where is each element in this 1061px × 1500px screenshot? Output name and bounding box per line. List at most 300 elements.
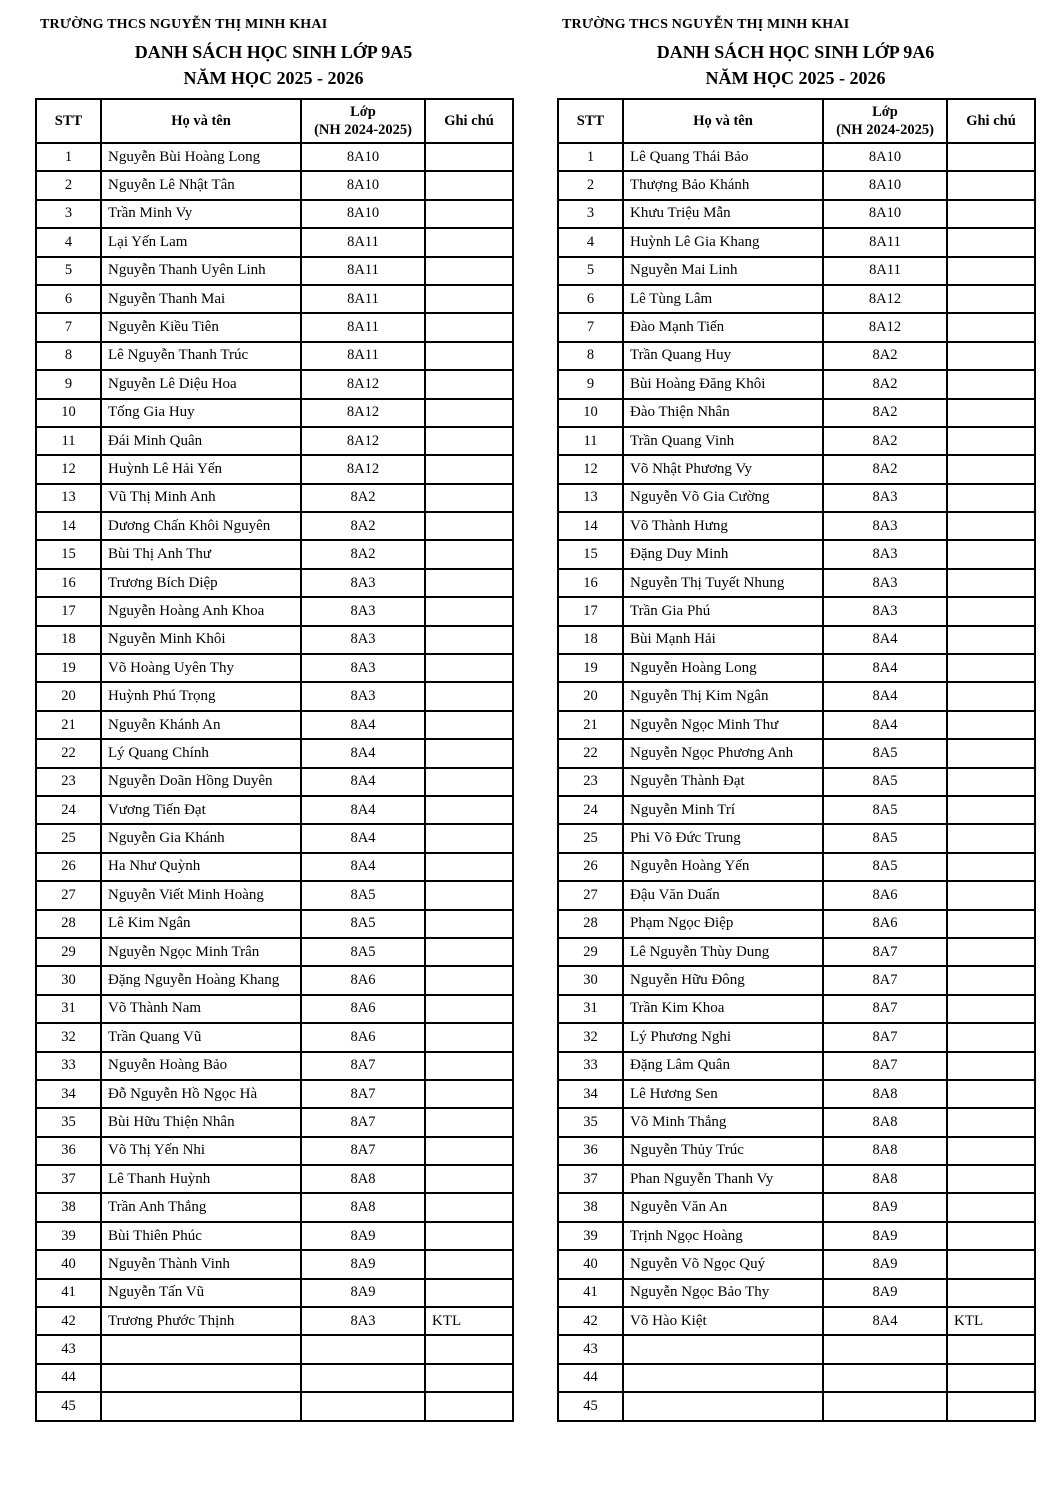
cell-class: 8A7	[823, 938, 947, 966]
cell-stt: 36	[36, 1137, 101, 1165]
cell-note	[947, 1335, 1035, 1363]
cell-class	[823, 1392, 947, 1420]
cell-note	[425, 597, 513, 625]
cell-class: 8A8	[823, 1137, 947, 1165]
cell-note	[947, 342, 1035, 370]
cell-class: 8A12	[823, 313, 947, 341]
cell-class: 8A3	[823, 569, 947, 597]
cell-note	[947, 1222, 1035, 1250]
cell-note	[947, 597, 1035, 625]
col-header-class-line2: (NH 2024-2025)	[836, 122, 934, 138]
cell-note	[425, 285, 513, 313]
table-row	[558, 228, 1035, 256]
table-row	[36, 370, 513, 398]
col-header-class-line2: (NH 2024-2025)	[314, 122, 412, 138]
cell-note	[425, 1052, 513, 1080]
cell-note	[425, 512, 513, 540]
cell-name: Thượng Bảo Khánh	[623, 171, 823, 199]
school-year: NĂM HỌC 2025 - 2026	[183, 68, 364, 88]
cell-stt: 5	[558, 257, 623, 285]
cell-note	[947, 796, 1035, 824]
cell-name: Vương Tiến Đạt	[101, 796, 301, 824]
cell-note	[425, 1193, 513, 1221]
table-row	[36, 285, 513, 313]
cell-stt: 8	[36, 342, 101, 370]
table-row	[558, 853, 1035, 881]
cell-note	[947, 370, 1035, 398]
cell-name: Ha Như Quỳnh	[101, 853, 301, 881]
cell-note	[947, 1193, 1035, 1221]
cell-class: 8A11	[301, 313, 425, 341]
table-row	[558, 626, 1035, 654]
cell-name: Lê Quang Thái Bảo	[623, 143, 823, 171]
cell-stt: 24	[36, 796, 101, 824]
cell-class: 8A7	[823, 995, 947, 1023]
table-row	[558, 1193, 1035, 1221]
cell-note	[947, 1023, 1035, 1051]
cell-note	[947, 1392, 1035, 1420]
cell-stt: 21	[36, 711, 101, 739]
cell-class: 8A5	[823, 853, 947, 881]
table-row	[36, 200, 513, 228]
cell-class: 8A5	[301, 938, 425, 966]
cell-name: Nguyễn Viết Minh Hoàng	[101, 881, 301, 909]
cell-class: 8A4	[301, 824, 425, 852]
cell-name	[623, 1392, 823, 1420]
table-row	[558, 1080, 1035, 1108]
cell-stt: 16	[558, 569, 623, 597]
table-row	[558, 938, 1035, 966]
table-row	[558, 711, 1035, 739]
cell-note	[947, 228, 1035, 256]
cell-note	[425, 569, 513, 597]
cell-name	[101, 1335, 301, 1363]
cell-class: 8A4	[823, 654, 947, 682]
cell-stt: 20	[36, 682, 101, 710]
cell-name: Nguyễn Lê Diệu Hoa	[101, 370, 301, 398]
table-row	[36, 1392, 513, 1420]
cell-stt: 1	[36, 143, 101, 171]
cell-name: Nguyễn Bùi Hoàng Long	[101, 143, 301, 171]
cell-note	[425, 768, 513, 796]
cell-name: Nguyễn Doãn Hồng Duyên	[101, 768, 301, 796]
cell-class: 8A4	[823, 711, 947, 739]
list-title-9a5: DANH SÁCH HỌC SINH LỚP 9A5	[134, 42, 413, 62]
cell-note	[425, 995, 513, 1023]
cell-class: 8A8	[823, 1080, 947, 1108]
cell-stt: 35	[36, 1108, 101, 1136]
table-row	[558, 768, 1035, 796]
table-row	[36, 143, 513, 171]
school-year: NĂM HỌC 2025 - 2026	[705, 68, 886, 88]
table-row	[36, 399, 513, 427]
cell-stt: 30	[558, 966, 623, 994]
cell-note	[425, 1335, 513, 1363]
cell-name: Võ Hào Kiệt	[623, 1307, 823, 1335]
cell-note	[425, 313, 513, 341]
table-row	[36, 938, 513, 966]
cell-class: 8A10	[301, 143, 425, 171]
cell-name: Đậu Văn Duẩn	[623, 881, 823, 909]
cell-class: 8A2	[823, 427, 947, 455]
cell-class: 8A12	[301, 427, 425, 455]
cell-class: 8A8	[823, 1165, 947, 1193]
cell-note	[947, 711, 1035, 739]
cell-stt: 25	[36, 824, 101, 852]
table-row	[36, 484, 513, 512]
cell-name: Lê Nguyễn Thùy Dung	[623, 938, 823, 966]
cell-note	[425, 910, 513, 938]
cell-note	[425, 257, 513, 285]
cell-stt: 5	[36, 257, 101, 285]
cell-stt: 39	[558, 1222, 623, 1250]
cell-stt: 29	[36, 938, 101, 966]
cell-class: 8A3	[823, 512, 947, 540]
table-row	[36, 1279, 513, 1307]
cell-name: Nguyễn Minh Trí	[623, 796, 823, 824]
col-header-class-line1: Lớp	[872, 103, 898, 120]
table-row	[36, 1335, 513, 1363]
cell-stt: 44	[558, 1364, 623, 1392]
cell-class: 8A9	[301, 1279, 425, 1307]
cell-name	[101, 1392, 301, 1420]
cell-name	[623, 1364, 823, 1392]
cell-name: Võ Thành Hưng	[623, 512, 823, 540]
cell-stt: 23	[558, 768, 623, 796]
cell-stt: 26	[558, 853, 623, 881]
table-row	[558, 143, 1035, 171]
table-row	[36, 257, 513, 285]
cell-note	[425, 938, 513, 966]
cell-note	[425, 881, 513, 909]
cell-class: 8A7	[823, 1052, 947, 1080]
cell-class: 8A7	[301, 1108, 425, 1136]
cell-stt: 32	[558, 1023, 623, 1051]
table-row	[558, 1279, 1035, 1307]
table-row	[558, 739, 1035, 767]
cell-note	[425, 455, 513, 483]
cell-stt: 31	[558, 995, 623, 1023]
table-row	[558, 1108, 1035, 1136]
cell-note	[425, 171, 513, 199]
table-row	[558, 910, 1035, 938]
cell-stt: 10	[36, 399, 101, 427]
cell-note	[947, 768, 1035, 796]
cell-note	[947, 682, 1035, 710]
cell-stt: 18	[36, 626, 101, 654]
cell-class: 8A9	[301, 1250, 425, 1278]
cell-stt: 9	[558, 370, 623, 398]
table-row	[36, 682, 513, 710]
cell-name: Trịnh Ngọc Hoàng	[623, 1222, 823, 1250]
table-row	[558, 342, 1035, 370]
col-header-name: Họ và tên	[623, 99, 823, 143]
cell-class	[823, 1335, 947, 1363]
cell-stt: 32	[36, 1023, 101, 1051]
cell-note	[425, 200, 513, 228]
cell-class: 8A2	[823, 342, 947, 370]
cell-name: Bùi Hoàng Đăng Khôi	[623, 370, 823, 398]
table-row	[558, 1307, 1035, 1335]
cell-note	[425, 370, 513, 398]
cell-stt: 13	[36, 484, 101, 512]
cell-stt: 21	[558, 711, 623, 739]
cell-stt: 38	[36, 1193, 101, 1221]
table-row	[36, 171, 513, 199]
cell-note	[947, 427, 1035, 455]
cell-name: Đặng Nguyễn Hoàng Khang	[101, 966, 301, 994]
cell-stt: 6	[36, 285, 101, 313]
cell-note	[425, 853, 513, 881]
cell-name: Nguyễn Văn An	[623, 1193, 823, 1221]
cell-name: Khưu Triệu Mẫn	[623, 200, 823, 228]
cell-name: Nguyễn Ngọc Bảo Thy	[623, 1279, 823, 1307]
cell-stt: 14	[558, 512, 623, 540]
header-row	[558, 99, 1035, 143]
cell-name: Nguyễn Hoàng Anh Khoa	[101, 597, 301, 625]
cell-note	[425, 1108, 513, 1136]
cell-note	[425, 654, 513, 682]
cell-name: Trần Gia Phú	[623, 597, 823, 625]
cell-class: 8A11	[301, 342, 425, 370]
cell-class: 8A10	[823, 200, 947, 228]
table-row	[36, 1165, 513, 1193]
table-row	[36, 1108, 513, 1136]
cell-name: Nguyễn Võ Gia Cường	[623, 484, 823, 512]
cell-note	[425, 1250, 513, 1278]
cell-class: 8A2	[301, 540, 425, 568]
cell-name: Lê Hương Sen	[623, 1080, 823, 1108]
cell-name: Lý Phương Nghi	[623, 1023, 823, 1051]
cell-class: 8A5	[823, 768, 947, 796]
cell-note	[425, 228, 513, 256]
cell-class: 8A9	[301, 1222, 425, 1250]
cell-class: 8A8	[301, 1165, 425, 1193]
cell-name: Nguyễn Ngọc Minh Thư	[623, 711, 823, 739]
table-row	[558, 824, 1035, 852]
cell-note	[947, 1137, 1035, 1165]
cell-name: Vũ Thị Minh Anh	[101, 484, 301, 512]
table-row	[36, 540, 513, 568]
cell-note: KTL	[425, 1307, 513, 1335]
cell-class: 8A3	[301, 1307, 425, 1335]
cell-stt: 25	[558, 824, 623, 852]
cell-name: Đặng Duy Minh	[623, 540, 823, 568]
cell-name: Phan Nguyễn Thanh Vy	[623, 1165, 823, 1193]
cell-note	[947, 654, 1035, 682]
table-row	[36, 824, 513, 852]
cell-note	[425, 143, 513, 171]
cell-stt: 12	[36, 455, 101, 483]
cell-note	[425, 626, 513, 654]
cell-class: 8A7	[823, 1023, 947, 1051]
cell-note	[425, 824, 513, 852]
cell-class: 8A3	[823, 540, 947, 568]
cell-name: Trần Minh Vy	[101, 200, 301, 228]
table-row	[558, 682, 1035, 710]
cell-class: 8A4	[301, 768, 425, 796]
cell-note	[947, 1108, 1035, 1136]
cell-name: Nguyễn Lê Nhật Tân	[101, 171, 301, 199]
cell-class: 8A6	[823, 881, 947, 909]
cell-stt: 14	[36, 512, 101, 540]
cell-name: Nguyễn Hoàng Yến	[623, 853, 823, 881]
table-row	[36, 1307, 513, 1335]
table-row	[36, 910, 513, 938]
cell-note	[947, 1364, 1035, 1392]
table-row	[36, 768, 513, 796]
cell-class: 8A12	[823, 285, 947, 313]
cell-stt: 18	[558, 626, 623, 654]
table-row	[36, 313, 513, 341]
table-row	[558, 796, 1035, 824]
cell-class: 8A3	[823, 484, 947, 512]
cell-class	[301, 1364, 425, 1392]
cell-class: 8A9	[823, 1250, 947, 1278]
cell-class	[823, 1364, 947, 1392]
cell-note	[425, 1137, 513, 1165]
cell-note	[947, 881, 1035, 909]
cell-note	[947, 1080, 1035, 1108]
cell-note	[425, 540, 513, 568]
cell-stt: 11	[558, 427, 623, 455]
cell-class: 8A8	[823, 1108, 947, 1136]
cell-name: Võ Hoàng Uyên Thy	[101, 654, 301, 682]
cell-class: 8A7	[301, 1052, 425, 1080]
cell-note	[947, 938, 1035, 966]
cell-class: 8A11	[823, 257, 947, 285]
cell-stt: 45	[36, 1392, 101, 1420]
table-row	[558, 569, 1035, 597]
header-row	[36, 99, 513, 143]
cell-class: 8A3	[823, 597, 947, 625]
cell-note	[947, 569, 1035, 597]
cell-stt: 8	[558, 342, 623, 370]
cell-name: Dương Chấn Khôi Nguyên	[101, 512, 301, 540]
cell-stt: 22	[558, 739, 623, 767]
cell-name: Phạm Ngọc Điệp	[623, 910, 823, 938]
cell-name: Võ Nhật Phương Vy	[623, 455, 823, 483]
school-name: TRƯỜNG THCS NGUYỄN THỊ MINH KHAI	[40, 17, 328, 32]
cell-name: Nguyễn Minh Khôi	[101, 626, 301, 654]
cell-name	[623, 1335, 823, 1363]
table-row	[558, 484, 1035, 512]
cell-note	[947, 257, 1035, 285]
cell-note	[947, 484, 1035, 512]
cell-note	[947, 626, 1035, 654]
cell-class: 8A4	[301, 853, 425, 881]
cell-stt: 27	[558, 881, 623, 909]
table-row	[36, 427, 513, 455]
cell-class: 8A10	[301, 171, 425, 199]
table-row	[36, 1193, 513, 1221]
cell-class: 8A11	[301, 257, 425, 285]
cell-stt: 16	[36, 569, 101, 597]
cell-stt: 30	[36, 966, 101, 994]
cell-name: Võ Thành Nam	[101, 995, 301, 1023]
cell-class: 8A3	[301, 569, 425, 597]
cell-stt: 37	[558, 1165, 623, 1193]
cell-name: Nguyễn Thành Vinh	[101, 1250, 301, 1278]
cell-stt: 45	[558, 1392, 623, 1420]
cell-class: 8A3	[301, 682, 425, 710]
table-row	[36, 1052, 513, 1080]
cell-name	[101, 1364, 301, 1392]
cell-stt: 38	[558, 1193, 623, 1221]
table-row	[558, 1052, 1035, 1080]
cell-note	[425, 1222, 513, 1250]
cell-note	[425, 1279, 513, 1307]
table-row	[558, 966, 1035, 994]
cell-stt: 12	[558, 455, 623, 483]
table-row	[558, 1023, 1035, 1051]
table-row	[36, 654, 513, 682]
cell-name: Nguyễn Ngọc Phương Anh	[623, 739, 823, 767]
cell-note	[947, 739, 1035, 767]
table-row	[558, 1165, 1035, 1193]
cell-name: Đỗ Nguyễn Hồ Ngọc Hà	[101, 1080, 301, 1108]
table-row	[558, 399, 1035, 427]
cell-name: Nguyễn Võ Ngọc Quý	[623, 1250, 823, 1278]
school-name: TRƯỜNG THCS NGUYỄN THỊ MINH KHAI	[562, 17, 850, 32]
cell-stt: 9	[36, 370, 101, 398]
cell-class: 8A7	[823, 966, 947, 994]
table-row	[36, 626, 513, 654]
cell-note	[947, 1279, 1035, 1307]
table-row	[36, 455, 513, 483]
cell-stt: 42	[36, 1307, 101, 1335]
cell-class: 8A2	[823, 399, 947, 427]
cell-name: Nguyễn Hoàng Bảo	[101, 1052, 301, 1080]
cell-name: Nguyễn Hoàng Long	[623, 654, 823, 682]
cell-note	[425, 427, 513, 455]
cell-stt: 43	[558, 1335, 623, 1363]
cell-name: Nguyễn Khánh An	[101, 711, 301, 739]
cell-class: 8A12	[301, 399, 425, 427]
cell-stt: 19	[36, 654, 101, 682]
cell-note	[425, 682, 513, 710]
cell-note	[947, 995, 1035, 1023]
cell-note	[425, 711, 513, 739]
table-row	[36, 796, 513, 824]
cell-stt: 19	[558, 654, 623, 682]
cell-class: 8A4	[823, 682, 947, 710]
cell-stt: 42	[558, 1307, 623, 1335]
cell-class: 8A11	[301, 228, 425, 256]
cell-class: 8A9	[823, 1279, 947, 1307]
cell-note	[947, 285, 1035, 313]
cell-name: Lê Tùng Lâm	[623, 285, 823, 313]
cell-note	[425, 484, 513, 512]
cell-note	[425, 1165, 513, 1193]
cell-class: 8A3	[301, 597, 425, 625]
table-row	[558, 370, 1035, 398]
cell-stt: 2	[36, 171, 101, 199]
cell-class: 8A5	[823, 796, 947, 824]
cell-stt: 24	[558, 796, 623, 824]
cell-class: 8A2	[823, 370, 947, 398]
cell-stt: 40	[558, 1250, 623, 1278]
cell-name: Bùi Thị Anh Thư	[101, 540, 301, 568]
col-header-stt: STT	[558, 99, 623, 143]
cell-name: Huỳnh Lê Hải Yến	[101, 455, 301, 483]
cell-name: Trần Anh Thắng	[101, 1193, 301, 1221]
table-row	[558, 313, 1035, 341]
cell-name: Trần Kim Khoa	[623, 995, 823, 1023]
table-row	[36, 1080, 513, 1108]
cell-stt: 3	[558, 200, 623, 228]
cell-stt: 28	[36, 910, 101, 938]
